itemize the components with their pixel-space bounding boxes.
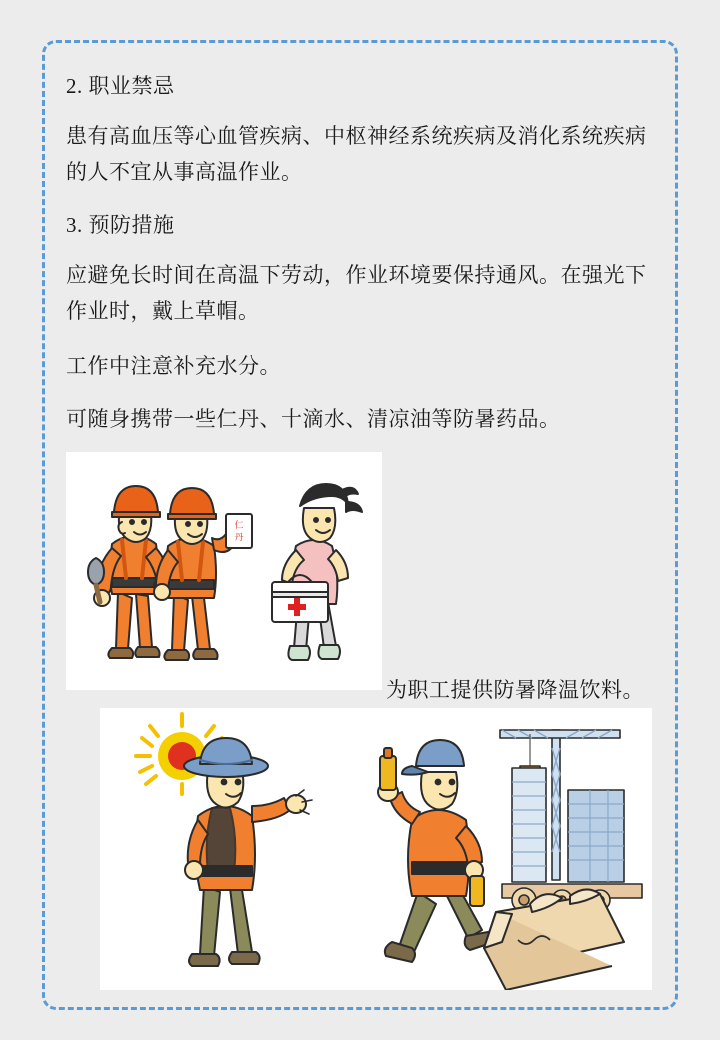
document-content (66, 70, 658, 454)
section-heading-occupational-contraindications: 2. 职业禁忌 (66, 74, 175, 98)
paragraph-contraindications: 患有高血压等心血管疾病、中枢神经系统疾病及消化系统疾病的人不宜从事高温作业。 (66, 123, 647, 185)
paragraph-hydration: 工作中注意补充水分。 (66, 354, 281, 379)
paragraph-avoid-long-exposure: 应避免长时间在高温下劳动，作业环境要保持通风。在强光下作业时，戴上草帽。 (66, 262, 647, 324)
illustration-workers-with-first-aid-kit (66, 452, 382, 690)
section-heading-preventive-measures: 3. 预防措施 (66, 213, 175, 238)
svg-text:丹: 丹 (234, 532, 244, 542)
paragraph-carry-medicine: 可随身携带一些仁丹、十滴水、清凉油等防暑药品。 (66, 406, 561, 431)
svg-text:仁: 仁 (234, 520, 244, 530)
illustration-workers-receiving-drinks (100, 708, 652, 990)
illustration-caption: 为职工提供防暑降温饮料。 (386, 678, 644, 702)
